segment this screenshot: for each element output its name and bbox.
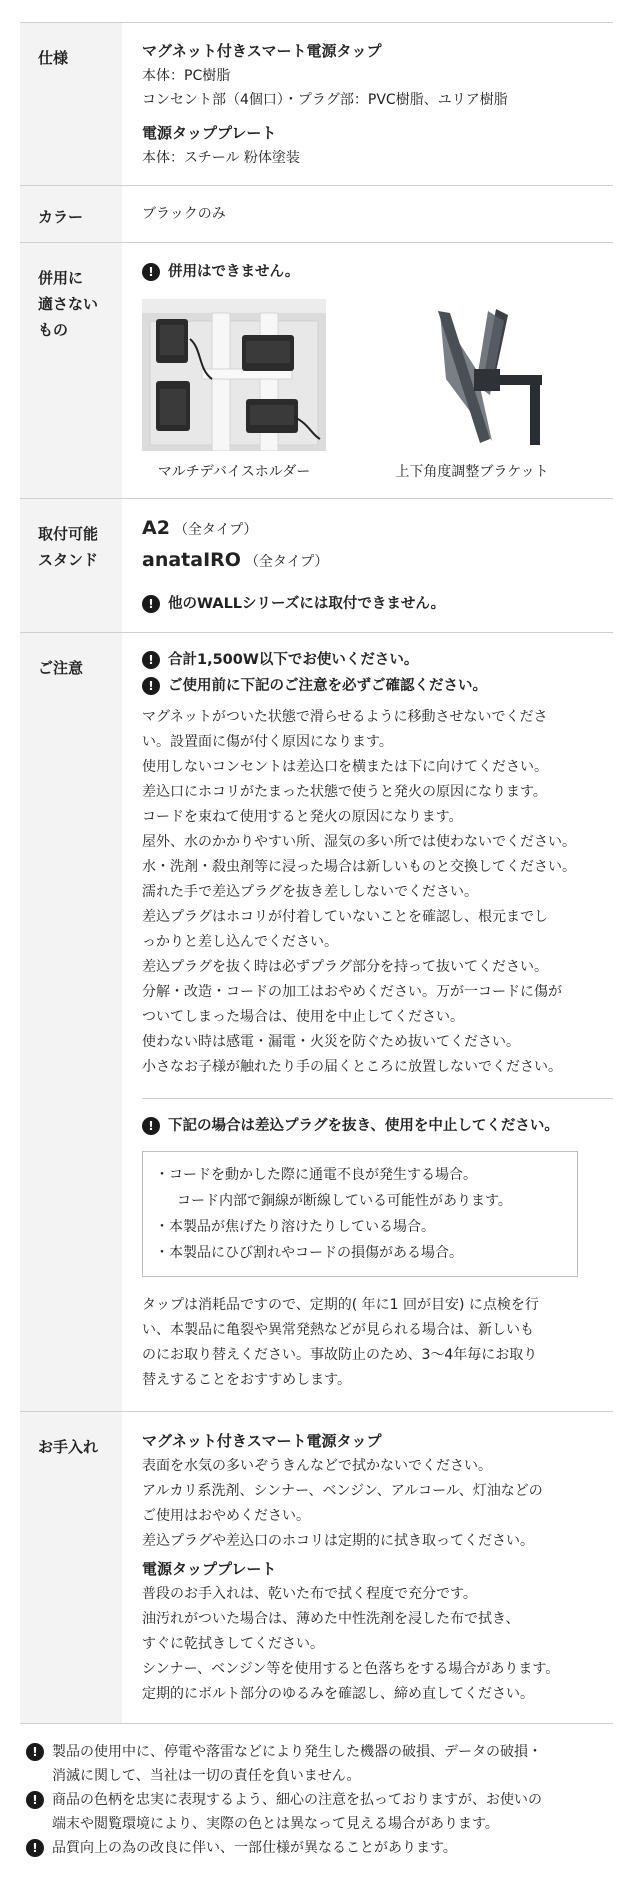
footer-note-text bbox=[52, 1836, 457, 1860]
caution-line: ついてしまった場合は、使用を中止してください。 bbox=[142, 1009, 464, 1025]
care-text bbox=[142, 1454, 613, 1554]
label-line: もの bbox=[38, 321, 69, 339]
footer-note bbox=[26, 1788, 613, 1836]
figure-row bbox=[142, 299, 613, 483]
exclamation-circle-icon: ! bbox=[142, 263, 160, 281]
warning-text: 合計1,500W以下でお使いください。 bbox=[168, 652, 419, 668]
caution-text bbox=[142, 705, 613, 1080]
product-title: マグネット付きスマート電源タップ bbox=[142, 1432, 382, 1450]
caution-line: 差込プラグを抜く時は必ずプラグ部分を持って抜いてください。 bbox=[142, 959, 548, 975]
warning-text: 下記の場合は差込プラグを抜き、使用を中止してください。 bbox=[168, 1118, 559, 1134]
row-label: お手入れ bbox=[20, 1412, 122, 1724]
care-line: アルカリ系洗剤、シンナー、ベンジン、アルコール、灯油などの bbox=[142, 1483, 543, 1499]
product-title: マグネット付きスマート電源タップ bbox=[142, 42, 382, 60]
caution-line: っかりと差し込んでください。 bbox=[142, 934, 338, 950]
replacement-line: のにお取り替えください。事故防止のため、3〜4年毎にお取り bbox=[142, 1347, 538, 1363]
exclamation-circle-icon: ! bbox=[142, 677, 160, 695]
care-line: 定期的にボルト部分のゆるみを確認し、締め直してください。 bbox=[142, 1686, 534, 1702]
caution-line: 使わない時は感電・漏電・火災を防ぐため抜いてください。 bbox=[142, 1034, 520, 1050]
footer-notes bbox=[20, 1740, 613, 1860]
exclamation-circle-icon: ! bbox=[142, 1117, 160, 1135]
footer-line: 消滅に関して、当社は一切の責任を負いません。 bbox=[52, 1768, 361, 1784]
figure-angle-bracket bbox=[380, 299, 564, 483]
replacement-note bbox=[142, 1293, 613, 1393]
figure-caption: マルチデバイスホルダー bbox=[157, 464, 311, 480]
spec-table bbox=[20, 22, 613, 1724]
label-line: スタンド bbox=[38, 551, 99, 569]
replacement-line: タップは消耗品ですので、定期的( 年に1 回が目安) に点検を行 bbox=[142, 1297, 539, 1313]
caution-line: 分解・改造・コードの加工はおやめください。万が一コードに傷が bbox=[142, 984, 562, 1000]
caution-line: 差込プラグはホコリが付着していないことを確認し、根元までし bbox=[142, 909, 548, 925]
exclamation-circle-icon: ! bbox=[142, 651, 160, 669]
figure-caption: 上下角度調整ブラケット bbox=[395, 464, 549, 480]
footer-line: 端末や閲覧環境により、実際の色とは異なって見える場合があります。 bbox=[52, 1816, 499, 1832]
model-note: （全タイプ） bbox=[244, 554, 329, 570]
caution-line: マグネットがついた状態で滑らせるように移動させないでくださ bbox=[142, 709, 548, 725]
care-line: ご使用はおやめください。 bbox=[142, 1508, 310, 1524]
caution-line: 小さなお子様が触れたり手の届くところに放置しないでください。 bbox=[142, 1059, 562, 1075]
caution-line: い。設置面に傷が付く原因になります。 bbox=[142, 734, 393, 750]
spec-line: 本体：PC樹脂 bbox=[142, 68, 231, 84]
row-content bbox=[122, 1412, 613, 1724]
footer-note bbox=[26, 1836, 613, 1860]
product-title: 電源タッププレート bbox=[142, 124, 277, 142]
replacement-line: 替えすることをおすすめします。 bbox=[142, 1372, 352, 1388]
footer-line: 商品の色柄を忠実に表現するよう、細心の注意を払っておりますが、お使いの bbox=[52, 1792, 542, 1808]
section-divider bbox=[142, 1098, 613, 1099]
care-line: 油汚れがついた場合は、薄めた中性洗剤を浸した布で拭き、 bbox=[142, 1611, 520, 1627]
caution-line: コードを束ねて使用すると発火の原因になります。 bbox=[142, 809, 463, 825]
figure-multi-device-holder bbox=[142, 299, 326, 483]
warning-text: ご使用前に下記のご注意を必ずご確認ください。 bbox=[168, 678, 487, 694]
model-name: anataIRO bbox=[142, 549, 241, 571]
caution-line: 水・洗剤・殺虫剤等に浸った場合は新しいものと交換してください。 bbox=[142, 859, 576, 875]
row-label: 仕様 bbox=[20, 23, 122, 186]
condition-line: コード内部で銅線が断線している可能性があります。 bbox=[177, 1193, 512, 1209]
warning-line bbox=[142, 259, 613, 285]
warning-line bbox=[142, 1113, 613, 1139]
caution-line: 屋外、水のかかりやすい所、湿気の多い所では使わないでください。 bbox=[142, 834, 576, 850]
care-line: すぐに乾拭きしてください。 bbox=[142, 1636, 324, 1652]
row-label: カラー bbox=[20, 186, 122, 243]
exclamation-circle-icon: ! bbox=[26, 1743, 44, 1761]
care-text bbox=[142, 1582, 613, 1707]
stop-conditions-box bbox=[142, 1151, 578, 1277]
care-line: 差込プラグや差込口のホコリは定期的に拭き取ってください。 bbox=[142, 1533, 534, 1549]
label-line: 適さない bbox=[38, 295, 99, 313]
replacement-line: い、本製品に亀裂や異常発熱などが見られる場合は、新しいも bbox=[142, 1322, 534, 1338]
row-caution bbox=[20, 633, 613, 1412]
product-title: 電源タッププレート bbox=[142, 1560, 277, 1578]
warning-line bbox=[142, 591, 613, 617]
warning-text: 併用はできません。 bbox=[168, 264, 300, 280]
row-care bbox=[20, 1412, 613, 1724]
stand-model bbox=[142, 545, 613, 577]
stand-model bbox=[142, 513, 613, 545]
exclamation-circle-icon: ! bbox=[142, 595, 160, 613]
spec-line: 本体：スチール 粉体塗装 bbox=[142, 150, 300, 166]
footer-line: 製品の使用中に、停電や落雷などにより発生した機器の破損、データの破損・ bbox=[52, 1744, 542, 1760]
condition-line: ・本製品が焦げたり溶けたりしている場合。 bbox=[155, 1219, 435, 1235]
footer-line: 品質向上の為の改良に伴い、一部仕様が異なることがあります。 bbox=[52, 1840, 457, 1856]
exclamation-circle-icon: ! bbox=[26, 1791, 44, 1809]
multi-device-holder-image bbox=[142, 299, 326, 451]
row-content: ブラックのみ bbox=[122, 186, 613, 243]
row-content bbox=[122, 499, 613, 633]
condition-line: ・コードを動かした際に通電不良が発生する場合。 bbox=[155, 1167, 477, 1183]
label-line: 併用に bbox=[38, 269, 84, 287]
row-specs bbox=[20, 23, 613, 186]
warning-text: 他のWALLシリーズには取付できません。 bbox=[168, 596, 446, 612]
caution-line: 濡れた手で差込プラグを抜き差ししないでください。 bbox=[142, 884, 478, 900]
caution-line: 差込口にホコリがたまった状態で使うと発火の原因になります。 bbox=[142, 784, 547, 800]
row-label bbox=[20, 499, 122, 633]
warning-line bbox=[142, 673, 613, 699]
row-incompatible bbox=[20, 243, 613, 499]
row-color bbox=[20, 186, 613, 243]
model-note: （全タイプ） bbox=[173, 522, 258, 538]
footer-note-text bbox=[52, 1740, 542, 1788]
spec-line: コンセント部（4個口）・プラグ部：PVC樹脂、ユリア樹脂 bbox=[142, 92, 508, 108]
label-line: 取付可能 bbox=[38, 525, 99, 543]
footer-note bbox=[26, 1740, 613, 1788]
row-content bbox=[122, 243, 613, 499]
row-content bbox=[122, 23, 613, 186]
row-content bbox=[122, 633, 613, 1412]
care-line: シンナー、ベンジン等を使用すると色落ちをする場合があります。 bbox=[142, 1661, 560, 1677]
row-label bbox=[20, 243, 122, 499]
care-line: 表面を水気の多いぞうきんなどで拭かないでください。 bbox=[142, 1458, 492, 1474]
row-compatible-stands bbox=[20, 499, 613, 633]
warning-line bbox=[142, 647, 613, 673]
row-label: ご注意 bbox=[20, 633, 122, 1412]
exclamation-circle-icon: ! bbox=[26, 1839, 44, 1857]
footer-note-text bbox=[52, 1788, 542, 1836]
caution-line: 使用しないコンセントは差込口を横または下に向けてください。 bbox=[142, 759, 548, 775]
condition-line: ・本製品にひび割れやコードの損傷がある場合。 bbox=[155, 1245, 463, 1261]
care-line: 普段のお手入れは、乾いた布で拭く程度で充分です。 bbox=[142, 1586, 477, 1602]
model-name: A2 bbox=[142, 517, 170, 539]
angle-bracket-image bbox=[380, 299, 564, 451]
